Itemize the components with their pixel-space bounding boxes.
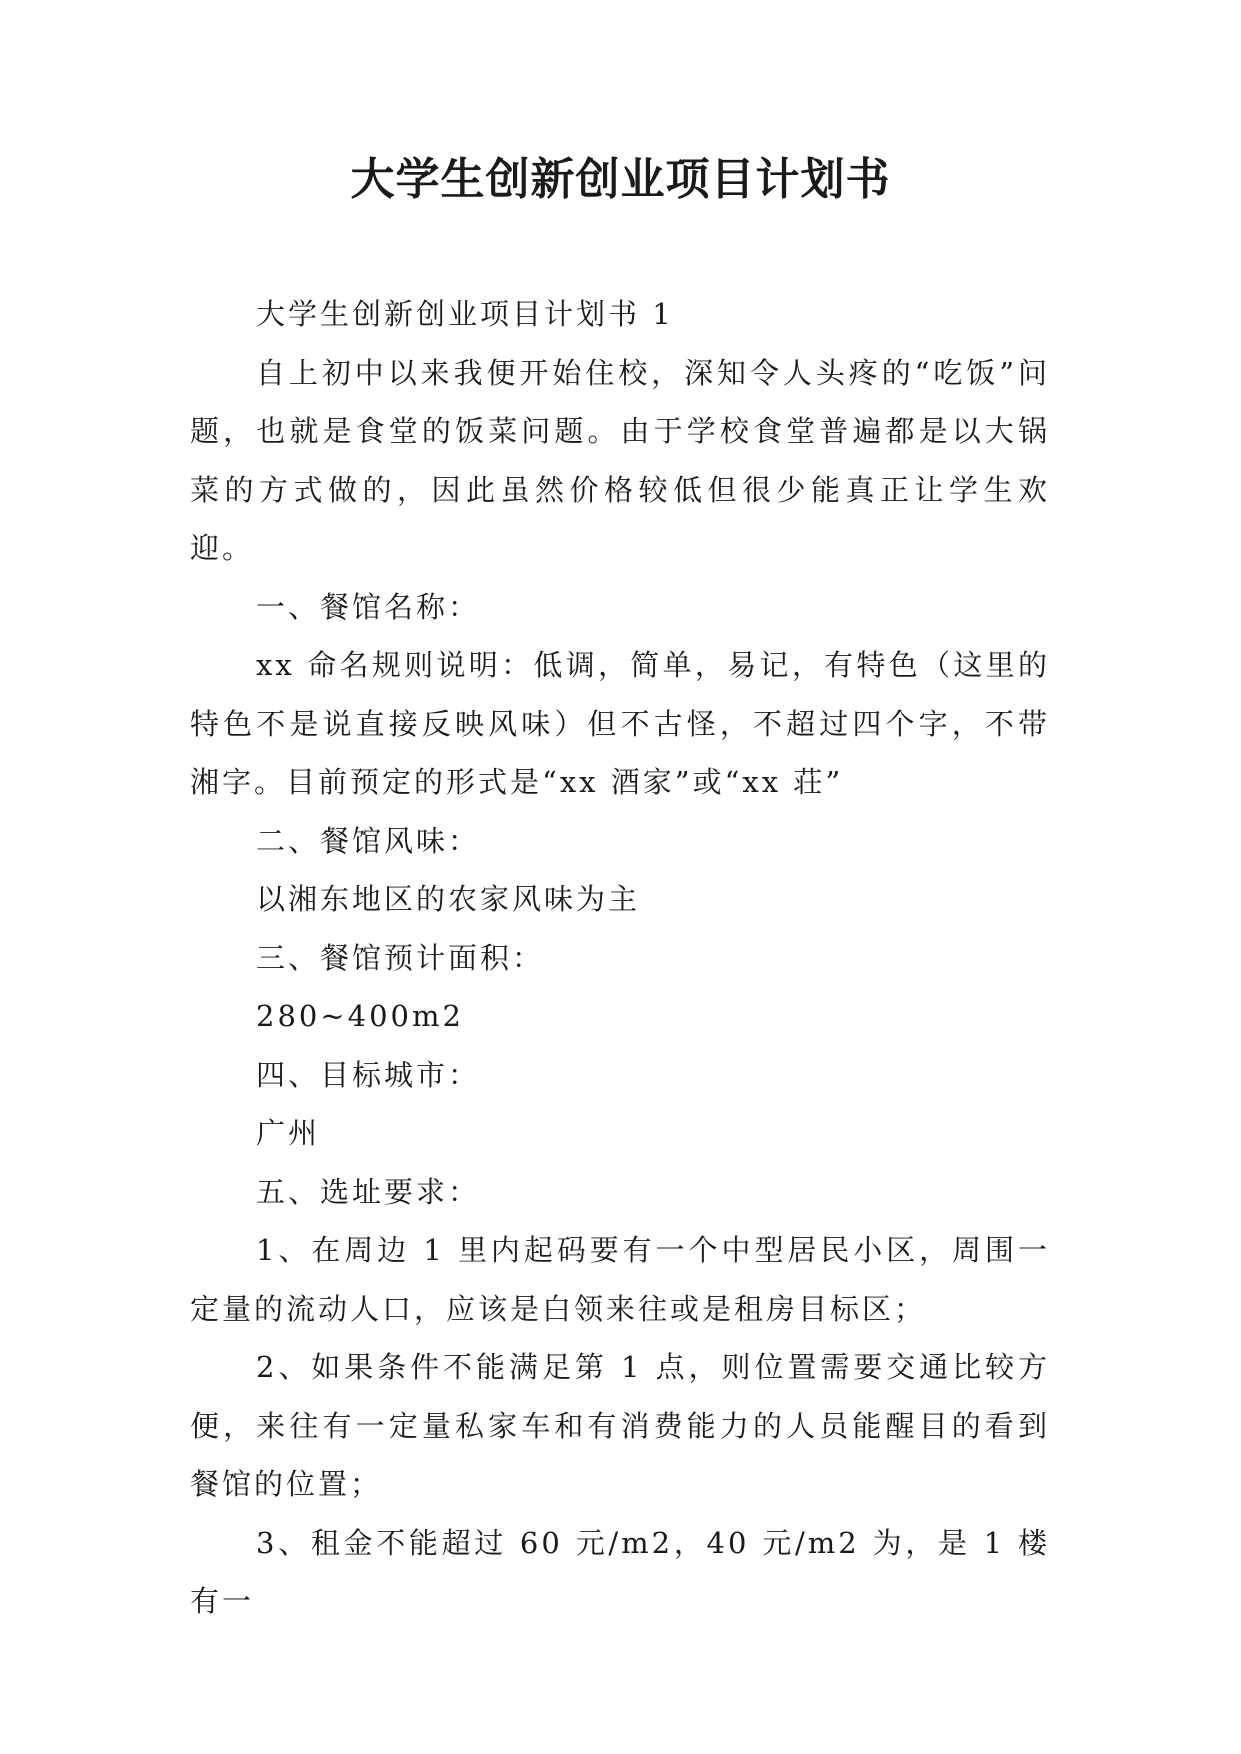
flavor-paragraph: 以湘东地区的农家风味为主 [256, 882, 641, 916]
section-heading-city: 四、目标城市： [256, 1057, 481, 1092]
document-body [190, 285, 1050, 1631]
section-heading-name: 一、餐馆名称： [256, 589, 481, 624]
section-heading-area: 三、餐馆预计面积： [256, 940, 545, 975]
area-paragraph: 280~400m2 [256, 999, 464, 1033]
intro-paragraph: 自上初中以来我便开始住校，深知令人头疼的“吃饭”问题，也就是食堂的饭菜问题。由于学校食堂普遍都是以大锅菜的方式做的，因此虽然价格较低但很少能真正让学生欢迎。 [190, 355, 1050, 565]
document-title: 大学生创新创业项目计划书 [350, 154, 891, 205]
location-requirement-1: 1、在周边 1 里内起码要有一个中型居民小区，周围一定量的流动人口，应该是白领来往或是租房目标区； [190, 1233, 1050, 1326]
city-paragraph: 广州 [256, 1116, 321, 1150]
location-requirement-2: 2、如果条件不能满足第 1 点，则位置需要交通比较方便，来往有一定量私家车和有消费能力的人员能醒目的看到餐馆的位置； [190, 1350, 1050, 1501]
section-heading-location: 五、选址要求： [256, 1174, 481, 1209]
naming-rules-paragraph: xx 命名规则说明：低调，简单，易记，有特色（这里的特色不是说直接反映风味）但不古怪，不超过四个字，不带湘字。目前预定的形式是“xx 酒家”或“xx 荘” [190, 648, 1050, 799]
location-requirement-3: 3、租金不能超过 60 元/m2，40 元/m2 为，是 1 楼有一 [190, 1525, 1050, 1618]
section-heading-flavor: 二、餐馆风味： [256, 823, 481, 858]
subtitle-paragraph: 大学生创新创业项目计划书 1 [256, 297, 674, 331]
